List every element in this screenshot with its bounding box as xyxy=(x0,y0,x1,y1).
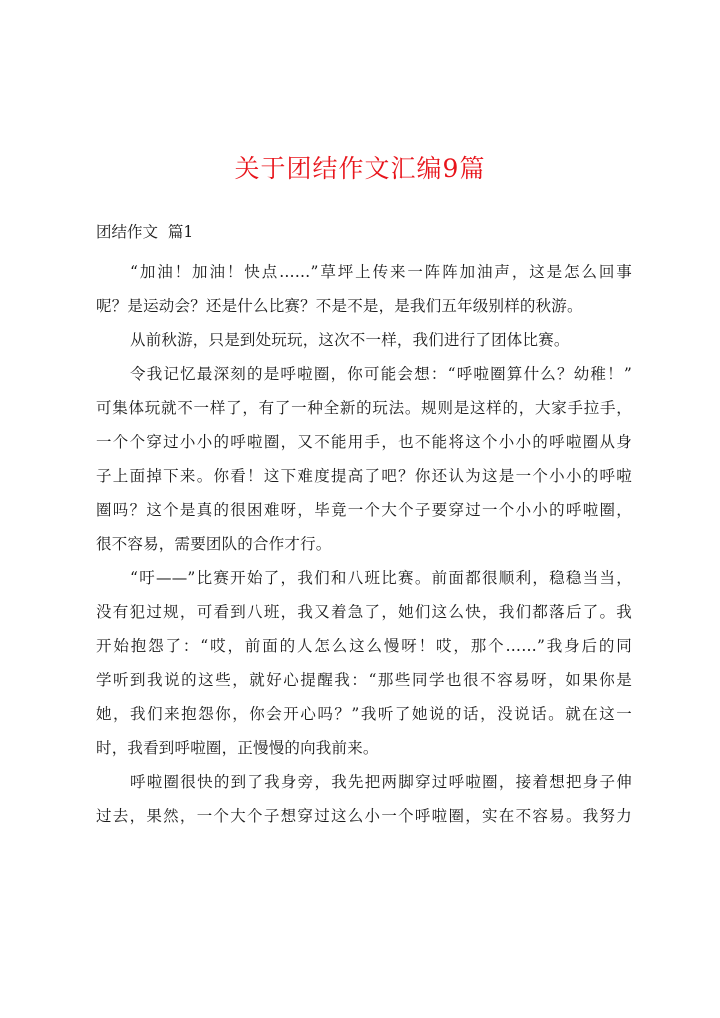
text-line: “加油！加油！快点……”草坪上传来一阵阵加油声，这是怎么回事 xyxy=(130,263,632,281)
text-line: 很不容易，需要团队的合作才行。 xyxy=(96,535,332,553)
text-line: “吁——”比赛开始了，我们和八班比赛。前面都很顺利，稳稳当当， xyxy=(130,569,632,587)
text-line: 时，我看到呼啦圈，正慢慢的向我前来。 xyxy=(96,739,379,757)
section-heading: 团结作文 篇1 xyxy=(96,223,194,241)
text-line: 从前秋游，只是到处玩玩，这次不一样，我们进行了团体比赛。 xyxy=(130,331,570,349)
text-line: 学听到我说的这些，就好心提醒我：“那些同学也很不容易呀，如果你是 xyxy=(96,671,632,689)
text-line: 呼啦圈很快的到了我身旁，我先把两脚穿过呼啦圈，接着想把身子伸 xyxy=(130,773,632,791)
text-line: 子上面掉下来。你看！这下难度提高了吧？你还认为这是一个小小的呼啦 xyxy=(96,467,632,485)
text-line: 她，我们来抱怨你，你会开心吗？”我听了她说的话，没说话。就在这一 xyxy=(96,705,632,723)
document-title: 关于团结作文汇编9篇 xyxy=(234,154,486,183)
essay-body xyxy=(96,255,632,833)
text-line: 一个个穿过小小的呼啦圈，又不能用手，也不能将这个小小的呼啦圈从身 xyxy=(96,433,632,451)
text-line: 可集体玩就不一样了，有了一种全新的玩法。规则是这样的，大家手拉手， xyxy=(96,399,632,417)
text-line: 开始抱怨了：“哎，前面的人怎么这么慢呀！哎，那个……”我身后的同 xyxy=(96,637,632,655)
text-line: 呢？是运动会？还是什么比赛？不是不是，是我们五年级别样的秋游。 xyxy=(96,297,583,315)
text-line: 过去，果然，一个大个子想穿过这么小一个呼啦圈，实在不容易。我努力 xyxy=(96,807,632,825)
text-line: 圈吗？这个是真的很困难呀，毕竟一个大个子要穿过一个小小的呼啦圈， xyxy=(96,501,632,519)
text-line: 没有犯过规，可看到八班，我又着急了，她们这么快，我们都落后了。我 xyxy=(96,603,632,621)
text-line: 令我记忆最深刻的是呼啦圈，你可能会想：“呼啦圈算什么？幼稚！” xyxy=(130,365,632,383)
